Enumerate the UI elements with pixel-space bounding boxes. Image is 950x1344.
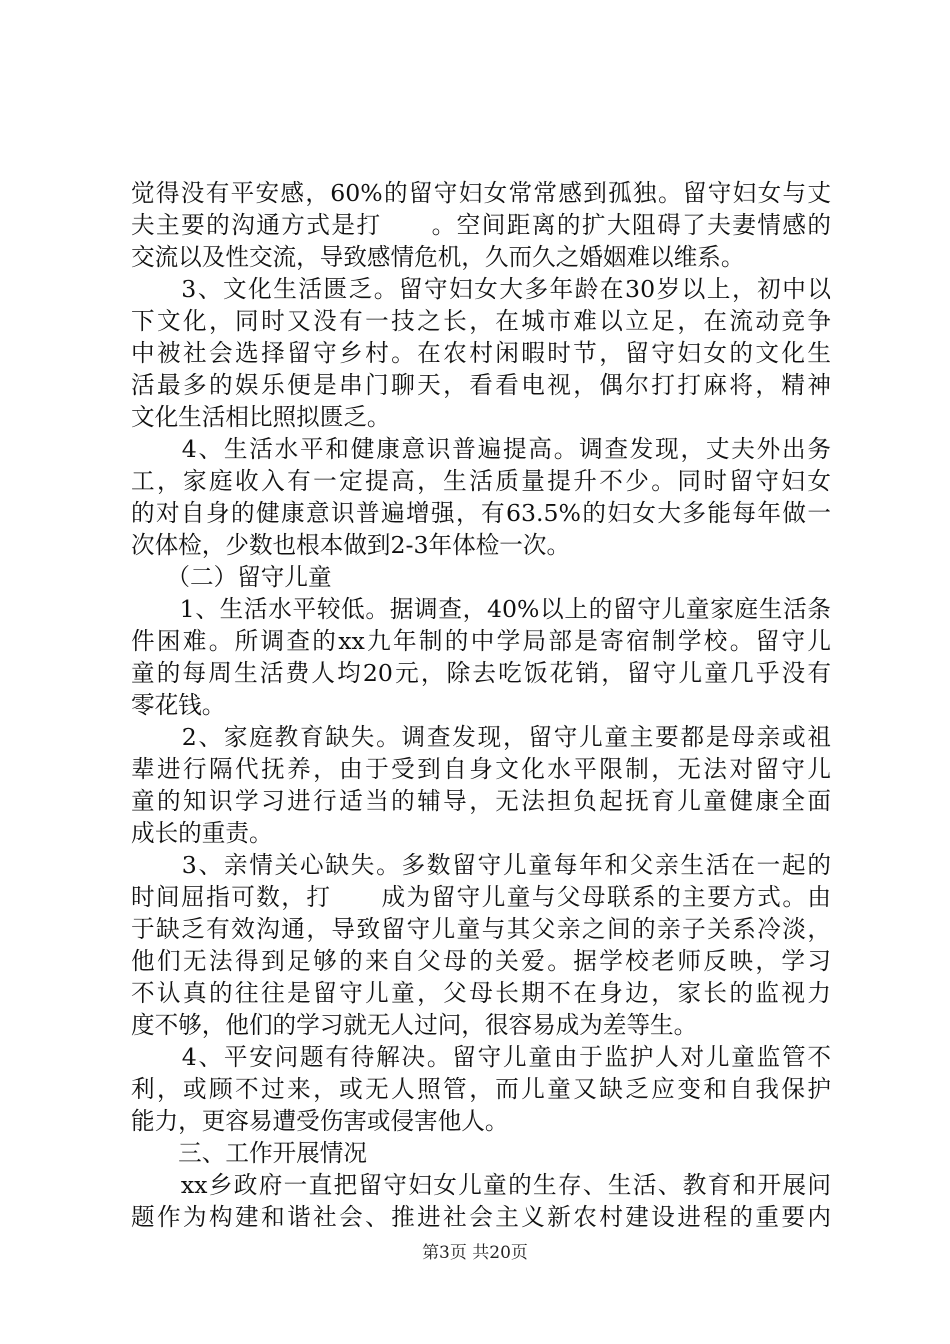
text-line: 他们无法得到足够的来自父母的关爱。据学校老师反映，学习 bbox=[131, 947, 831, 975]
text-line: 能力，更容易遭受伤害或侵害他人。 bbox=[131, 1107, 509, 1135]
text-line: 于缺乏有效沟通，导致留守儿童与其父亲之间的亲子关系冷淡， bbox=[131, 915, 831, 943]
text-line: 童的每周生活费人均20元，除去吃饭花销，留守儿童几乎没有 bbox=[131, 659, 831, 687]
text-line: 时间屈指可数，打 成为留守儿童与父母联系的主要方式。由 bbox=[131, 883, 831, 911]
text-line: 2、家庭教育缺失。调查发现，留守儿童主要都是母亲或祖 bbox=[131, 723, 831, 751]
text-line: 3、文化生活匮乏。留守妇女大多年龄在30岁以上，初中以 bbox=[131, 275, 831, 303]
text-line: 件困难。所调查的xx九年制的中学局部是寄宿制学校。留守儿 bbox=[131, 627, 831, 655]
section-heading: 三、工作开展情况 bbox=[131, 1139, 367, 1167]
text-line: 觉得没有平安感，60%的留守妇女常常感到孤独。留守妇女与丈 bbox=[131, 179, 831, 207]
text-line: 度不够，他们的学习就无人过问，很容易成为差等生。 bbox=[131, 1011, 698, 1039]
text-line: 题作为构建和谐社会、推进社会主义新农村建设进程的重要内 bbox=[131, 1203, 831, 1231]
text-line: 次体检，少数也根本做到2-3年体检一次。 bbox=[131, 531, 571, 559]
text-line: 4、平安问题有待解决。留守儿童由于监护人对儿童监管不 bbox=[131, 1043, 831, 1071]
text-line: 的对自身的健康意识普遍增强，有63.5%的妇女大多能每年做一 bbox=[131, 499, 831, 527]
text-line: 交流以及性交流，导致感情危机，久而久之婚姻难以维系。 bbox=[131, 243, 745, 271]
text-line: 3、亲情关心缺失。多数留守儿童每年和父亲生活在一起的 bbox=[131, 851, 831, 879]
text-line: 成长的重责。 bbox=[131, 819, 273, 847]
text-line: 辈进行隔代抚养，由于受到自身文化水平限制，无法对留守儿 bbox=[131, 755, 831, 783]
text-line: 工，家庭收入有一定提高，生活质量提升不少。同时留守妇女 bbox=[131, 467, 831, 495]
text-line: 不认真的往往是留守儿童，父母长期不在身边，家长的监视力 bbox=[131, 979, 831, 1007]
text-line: 文化生活相比照拟匮乏。 bbox=[131, 403, 391, 431]
text-line: 童的知识学习进行适当的辅导，无法担负起抚育儿童健康全面 bbox=[131, 787, 831, 815]
text-line: 中被社会选择留守乡村。在农村闲暇时节，留守妇女的文化生 bbox=[131, 339, 831, 367]
text-line: 1、生活水平较低。据调查，40%以上的留守儿童家庭生活条 bbox=[131, 595, 831, 623]
text-line: 下文化，同时又没有一技之长，在城市难以立足，在流动竞争 bbox=[131, 307, 831, 335]
text-line: 4、生活水平和健康意识普遍提高。调查发现，丈夫外出务 bbox=[131, 435, 831, 463]
text-line: 零花钱。 bbox=[131, 691, 226, 719]
text-line: 活最多的娱乐便是串门聊天，看看电视，偶尔打打麻将，精神 bbox=[131, 371, 831, 399]
text-line: 利，或顾不过来，或无人照管，而儿童又缺乏应变和自我保护 bbox=[131, 1075, 831, 1103]
page-footer: 第3页 共20页 bbox=[422, 1243, 528, 1263]
text-line: 夫主要的沟通方式是打 。空间距离的扩大阻碍了夫妻情感的 bbox=[131, 211, 831, 239]
text-line: xx乡政府一直把留守妇女儿童的生存、生活、教育和开展问 bbox=[131, 1171, 831, 1199]
section-heading: （二）留守儿童 bbox=[131, 563, 332, 591]
